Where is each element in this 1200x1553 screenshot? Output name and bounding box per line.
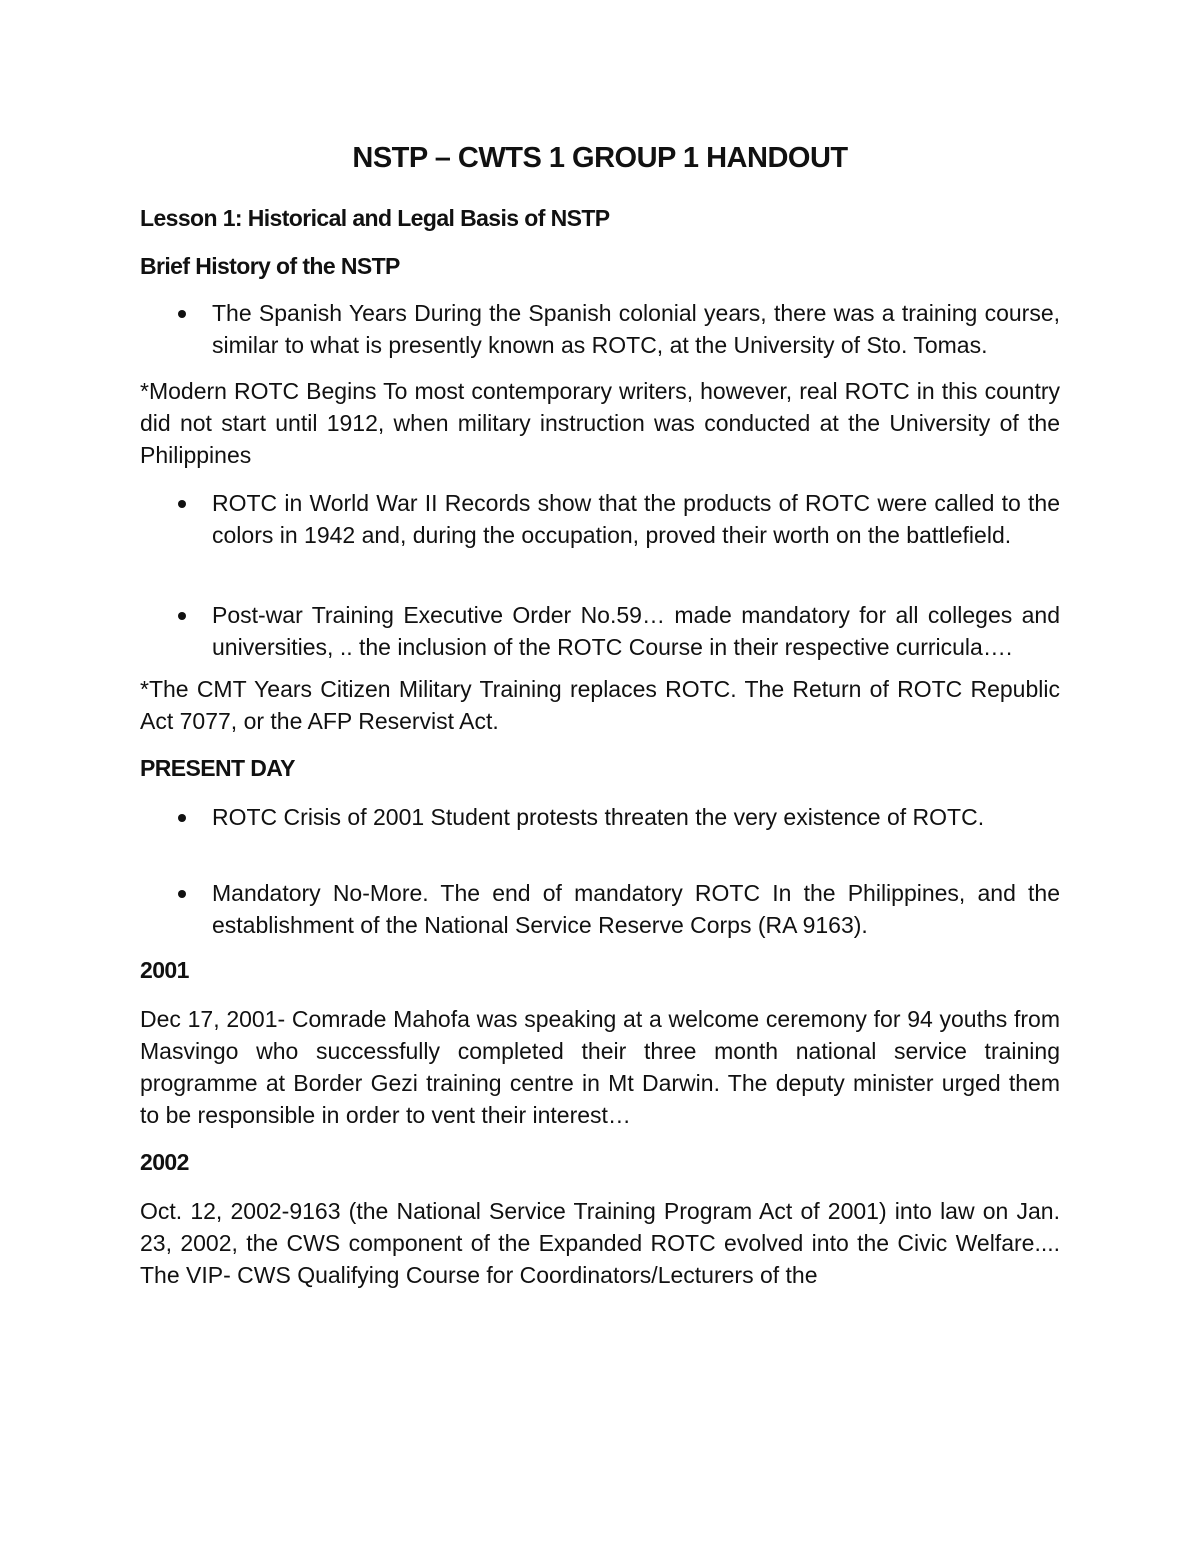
- bullet-icon: [178, 612, 186, 620]
- list-item-text: Post-war Training Executive Order No.59… made mandatory for all colleges and universities, .. the inclusion of the ROTC Course in their respective curricula….: [212, 602, 1060, 660]
- history-heading: Brief History of the NSTP: [140, 253, 400, 279]
- cmt-paragraph: *The CMT Years Citizen Military Training replaces ROTC. The Return of ROTC Republic Act 7077, or the AFP Reservist Act.: [140, 676, 1060, 734]
- bullet-icon: [178, 814, 186, 822]
- list-item: [140, 487, 1060, 551]
- document-title: NSTP – CWTS 1 GROUP 1 HANDOUT: [352, 142, 848, 174]
- bullet-icon: [178, 500, 186, 508]
- year-2001-paragraph: Dec 17, 2001- Comrade Mahofa was speaking at a welcome ceremony for 94 youths from Masvingo who successfully completed their three month national service training programme at Border Gezi training centre in Mt Darwin. The deputy minister urged them to be responsible in order to vent their interest…: [140, 1006, 1060, 1128]
- present-bullet-list: [140, 801, 1060, 941]
- history-bullet-list-1: [140, 297, 1060, 361]
- list-item: [140, 877, 1060, 941]
- list-spacer: [140, 833, 1060, 877]
- history-bullet-list-2: [140, 487, 1060, 663]
- list-item-text: ROTC in World War II Records show that the products of ROTC were called to the colors in 1942 and, during the occupation, proved their worth on the battlefield.: [212, 490, 1060, 548]
- list-item-text: ROTC Crisis of 2001 Student protests threaten the very existence of ROTC.: [212, 804, 985, 830]
- list-item: [140, 297, 1060, 361]
- year-2002-paragraph: Oct. 12, 2002-9163 (the National Service Training Program Act of 2001) into law on Jan. 23, 2002, the CWS component of the Expanded ROTC evolved into the Civic Welfare.... The VIP- CWS Qualifying Course for Coordinators/Lecturers of the: [140, 1198, 1060, 1288]
- list-item: [140, 801, 1060, 833]
- lesson-heading: Lesson 1: Historical and Legal Basis of NSTP: [140, 205, 610, 231]
- year-2002-heading: 2002: [140, 1149, 189, 1175]
- present-day-heading: PRESENT DAY: [140, 755, 295, 781]
- list-item-text: The Spanish Years During the Spanish colonial years, there was a training course, similar to what is presently known as ROTC, at the University of Sto. Tomas.: [212, 300, 1060, 358]
- list-item: [140, 599, 1060, 663]
- list-item-text: Mandatory No-More. The end of mandatory ROTC In the Philippines, and the establishment of the National Service Reserve Corps (RA 9163).: [212, 880, 1060, 938]
- year-2001-heading: 2001: [140, 957, 189, 983]
- list-spacer: [140, 551, 1060, 599]
- modern-rotc-paragraph: *Modern ROTC Begins To most contemporary writers, however, real ROTC in this country did not start until 1912, when military instruction was conducted at the University of the Philippines: [140, 378, 1060, 468]
- bullet-icon: [178, 310, 186, 318]
- bullet-icon: [178, 890, 186, 898]
